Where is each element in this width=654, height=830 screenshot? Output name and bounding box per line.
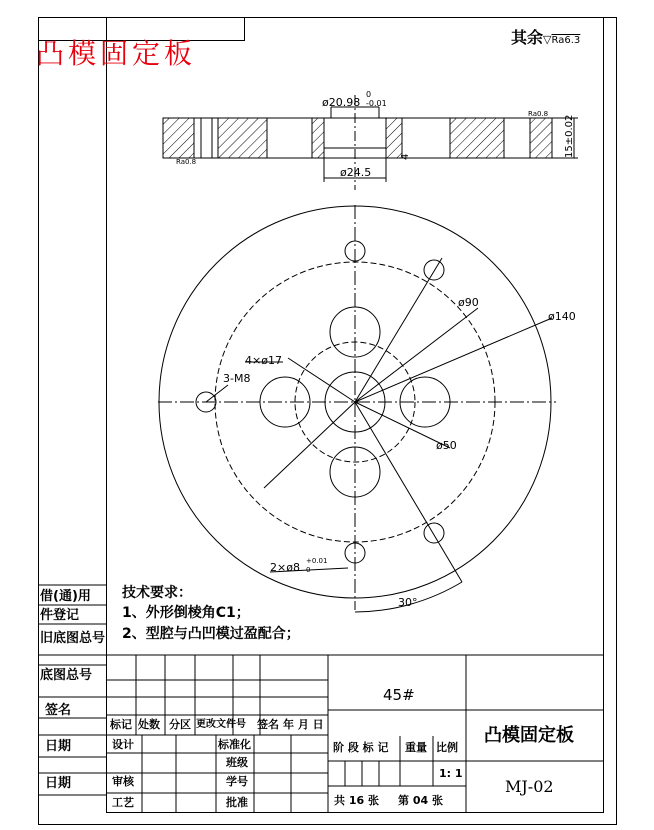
- angle-label: 30°: [398, 596, 418, 609]
- ra-right-label: Ra0.8: [528, 110, 549, 118]
- bore-tol-lower: -0.01: [366, 99, 387, 108]
- pins-tol2-label: 0: [306, 566, 311, 574]
- rev-header-doc: 更改文件号: [196, 719, 246, 730]
- mid-approve: 批准: [226, 796, 248, 809]
- rev-header-mark: 标记: [110, 718, 132, 731]
- row-process: 工艺: [112, 796, 134, 809]
- side-label-date-1: 日期: [45, 739, 72, 754]
- counterbore-dim-label: ø24.5: [340, 166, 372, 179]
- depth-dim-label: 4: [400, 153, 411, 160]
- roughness-value: Ra6.3: [551, 35, 581, 46]
- mid-class: 班级: [226, 756, 248, 769]
- sheet-number: 第 04 张: [398, 794, 443, 807]
- rev-header-zone: 分区: [169, 718, 191, 731]
- side-label-date-2: 日期: [45, 776, 72, 791]
- pins-label: 2×ø8: [270, 561, 300, 574]
- plan-view: [158, 205, 556, 612]
- roughness-prefix: 其余: [511, 28, 544, 47]
- rev-header-date: 年 月 日: [283, 718, 324, 731]
- pins-tol-label: +0.01: [306, 557, 328, 565]
- side-label-sign: 签名: [45, 703, 72, 718]
- side-label-old-no: 旧底图总号: [40, 631, 106, 646]
- holes17-label: 4×ø17: [245, 354, 282, 367]
- drawing-number-label: MJ-02: [505, 777, 554, 796]
- d50-label: ø50: [436, 439, 457, 452]
- bore-dim-label: ø20.98: [322, 96, 361, 109]
- ra-left-label: Ra0.8: [176, 158, 197, 166]
- d140-label: ø140: [548, 310, 576, 323]
- tech-req-item-1: 1、外形倒棱角C1；: [122, 605, 250, 621]
- side-label-borrow: 借(通)用: [40, 589, 91, 604]
- thickness-dim-label: 15±0.02: [564, 114, 575, 158]
- roughness-symbol-icon: ▽: [543, 33, 552, 46]
- mid-student-no: 学号: [226, 775, 248, 788]
- stage-header-mark: 阶 段 标 记: [333, 741, 389, 754]
- tech-req-item-2: 2、型腔与凸凹模过盈配合；: [122, 626, 300, 642]
- tech-req-heading: 技术要求：: [122, 585, 192, 601]
- rev-header-count: 处数: [138, 718, 160, 731]
- scale-value: 1: 1: [439, 767, 463, 780]
- bore-tol-upper: 0: [366, 90, 372, 99]
- stage-header-weight: 重量: [405, 741, 427, 754]
- material-label: 45#: [383, 686, 415, 704]
- row-review: 审核: [112, 775, 134, 788]
- row-design: 设计: [112, 738, 134, 751]
- d90-label: ø90: [458, 296, 479, 309]
- mid-standard: 标准化: [218, 738, 251, 751]
- rev-header-sign: 签名: [257, 718, 279, 731]
- side-label-register: 件登记: [40, 608, 80, 623]
- stage-header-scale: 比例: [436, 741, 458, 754]
- part-name-label: 凸模固定板: [484, 725, 574, 746]
- m8-label: 3-M8: [223, 372, 251, 385]
- page-title: 凸模固定板: [36, 37, 197, 70]
- sheets-total: 共 16 张: [334, 794, 379, 807]
- side-label-base-no: 底图总号: [40, 668, 93, 683]
